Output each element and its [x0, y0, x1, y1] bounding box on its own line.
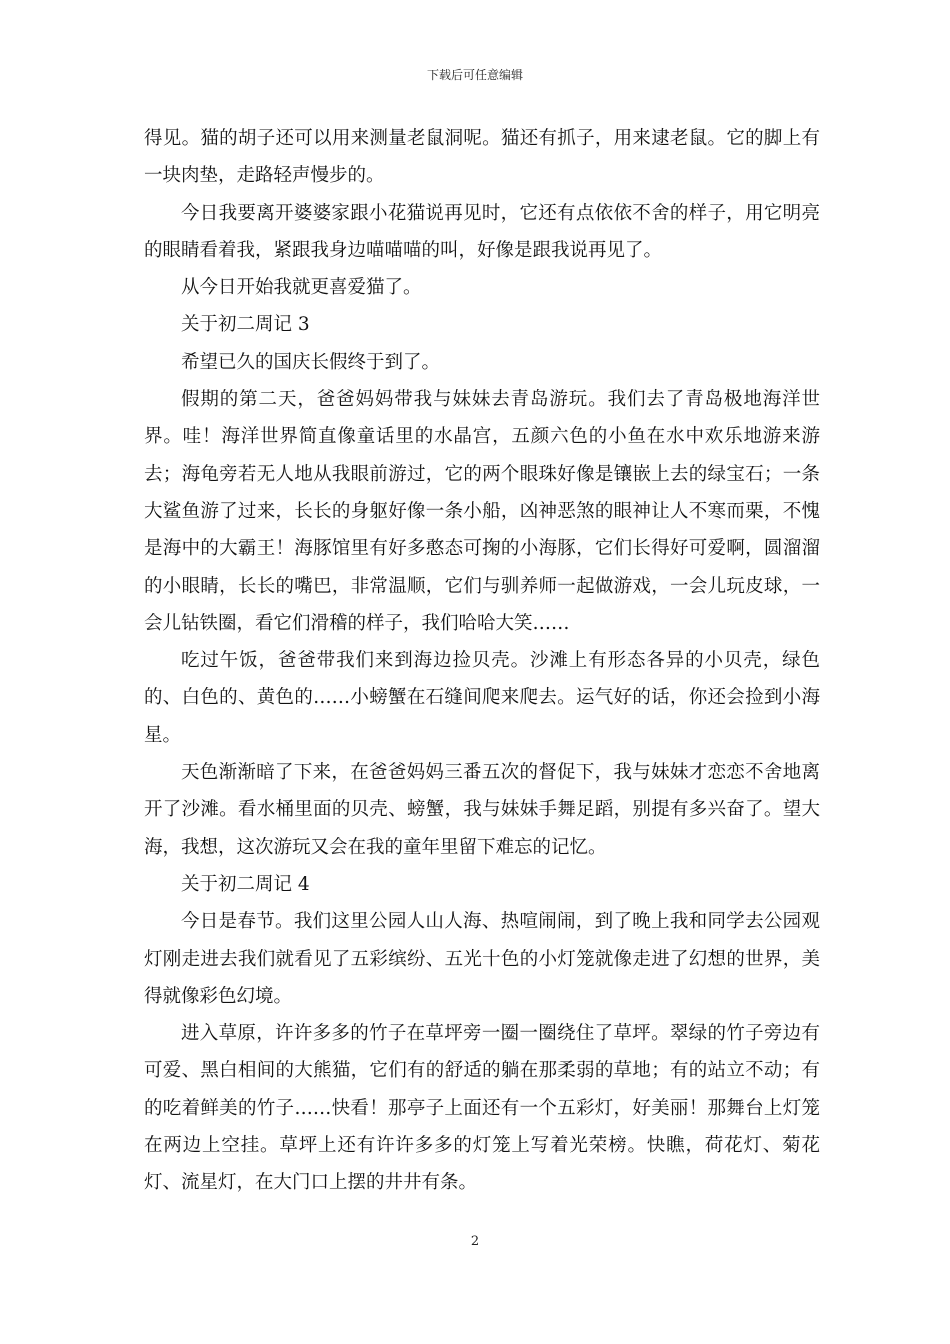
page-number: 2	[470, 1234, 480, 1249]
section-heading: 关于初二周记 3	[181, 314, 310, 336]
paragraph: 从今日开始我就更喜爱猫了。	[181, 277, 422, 299]
paragraph: 希望已久的国庆长假终于到了。	[181, 351, 441, 373]
document-body	[144, 120, 820, 1202]
paragraph: 进入草原，许许多多的竹子在草坪旁一圈一圈绕住了草坪。翠绿的竹子旁边有可爱、黑白相间的大熊猫，它们有的舒适的躺在那柔弱的草地；有的站立不动；有的吃着鲜美的竹子……快看！那亭子上面还有一个五彩灯，好美丽！那舞台上灯笼在两边上空挂。草坪上还有许许多多的灯笼上写着光荣榜。快瞧，荷花灯、菊花灯、流星灯，在大门口上摆的井井有条。	[144, 1023, 820, 1194]
paragraph: 今日我要离开婆婆家跟小花猫说再见时，它还有点依依不舍的样子，用它明亮的眼睛看着我，紧跟我身边喵喵喵的叫，好像是跟我说再见了。	[144, 202, 820, 261]
paragraph: 得见。猫的胡子还可以用来测量老鼠洞呢。猫还有抓子，用来逮老鼠。它的脚上有一块肉垫，走路轻声慢步的。	[144, 128, 820, 187]
paragraph: 吃过午饭，爸爸带我们来到海边捡贝壳。沙滩上有形态各异的小贝壳，绿色的、白色的、黄色的……小螃蟹在石缝间爬来爬去。运气好的话，你还会捡到小海星。	[144, 650, 820, 746]
section-heading: 关于初二周记 4	[181, 873, 310, 895]
page-header: 下载后可任意编辑	[426, 68, 523, 82]
paragraph: 天色渐渐暗了下来，在爸爸妈妈三番五次的督促下，我与妹妹才恋恋不舍地离开了沙滩。看水桶里面的贝壳、螃蟹，我与妹妹手舞足蹈，别提有多兴奋了。望大海，我想，这次游玩又会在我的童年里留下难忘的记忆。	[144, 762, 820, 858]
paragraph: 假期的第二天，爸爸妈妈带我与妹妹去青岛游玩。我们去了青岛极地海洋世界。哇！海洋世界简直像童话里的水晶宫，五颜六色的小鱼在水中欢乐地游来游去；海龟旁若无人地从我眼前游过，它的两个眼珠好像是镶嵌上去的绿宝石；一条大鲨鱼游了过来，长长的身躯好像一条小船，凶神恶煞的眼神让人不寒而栗，不愧是海中的大霸王！海豚馆里有好多憨态可掬的小海豚，它们长得好可爱啊，圆溜溜的小眼睛，长长的嘴巴，非常温顺，它们与驯养师一起做游戏，一会儿玩皮球，一会儿钻铁圈，看它们滑稽的样子，我们哈哈大笑……	[144, 389, 820, 634]
paragraph: 今日是春节。我们这里公园人山人海、热喧闹闹，到了晚上我和同学去公园观灯刚走进去我们就看见了五彩缤纷、五光十色的小灯笼就像走进了幻想的世界，美得就像彩色幻境。	[144, 911, 820, 1007]
